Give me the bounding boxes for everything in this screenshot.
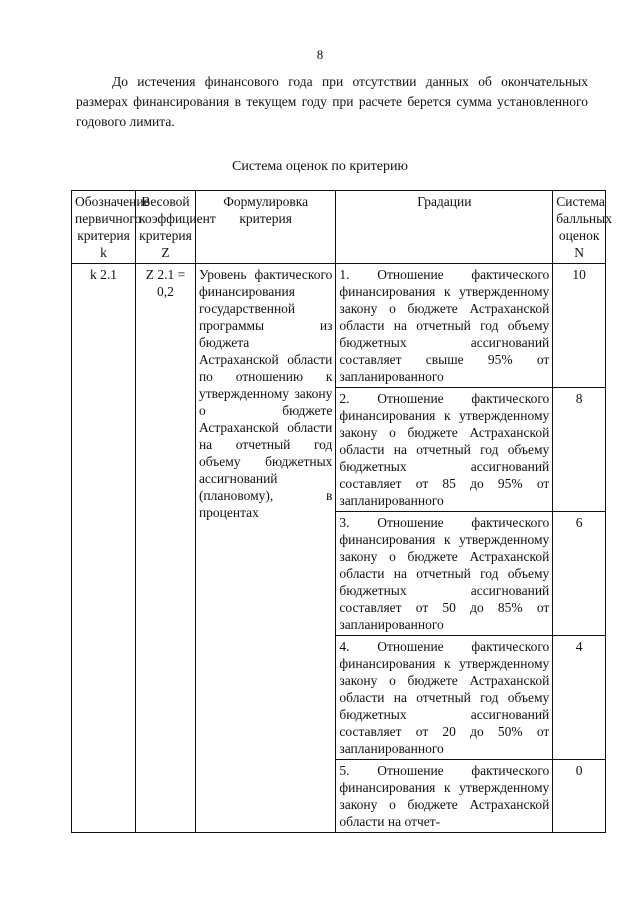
table-row xyxy=(72,264,606,388)
table-title: Система оценок по критерию xyxy=(232,159,408,174)
page-number: 8 xyxy=(316,47,324,62)
gradation-cell: 5. Отношение фактического финансирования к утвержденному закону о бюджете Астраханской области на отчет- xyxy=(336,760,553,833)
score-cell: 6 xyxy=(553,512,606,636)
score-cell: 4 xyxy=(553,636,606,760)
gradation-cell: 2. Отношение фактического финансирования к утвержденному закону о бюджете Астраханской области на отчетный год объему бюджетных ассигнований составляет от 85 до 95% от запланированного xyxy=(336,388,553,512)
score-cell: 8 xyxy=(553,388,606,512)
gradation-cell: 4. Отношение фактического финансирования к утвержденному закону о бюджете Астраханской области на отчетный год объему бюджетных ассигнований составляет от 20 до 50% от запланированного xyxy=(336,636,553,760)
weight-coefficient-cell: Z 2.1 = 0,2 xyxy=(136,264,196,833)
gradation-cell: 1. Отношение фактического финансирования к утвержденному закону о бюджете Астраханской области на отчетный год объему бюджетных ассигнований составляет свыше 95% от запланированного xyxy=(336,264,553,388)
criteria-table xyxy=(71,190,612,833)
criterion-designation-cell: k 2.1 xyxy=(72,264,136,833)
header-weight-coefficient: Весовой коэффициент критерия Z xyxy=(136,191,196,264)
score-cell: 10 xyxy=(553,264,606,388)
header-criterion-designation: Обозначение первичного критерия k xyxy=(72,191,136,264)
intro-paragraph: До истечения финансового года при отсутствии данных об окончательных размерах финансирования в текущем году при расчете берется сумма установленного годового лимита. xyxy=(76,74,588,129)
header-gradations: Градации xyxy=(336,191,553,264)
header-criterion-formulation: Формулировка критерия xyxy=(195,191,335,264)
table-header-row xyxy=(72,191,606,264)
score-cell: 0 xyxy=(553,760,606,833)
gradation-cell: 3. Отношение фактического финансирования к утвержденному закону о бюджете Астраханской области на отчетный год объему бюджетных ассигнований составляет от 50 до 85% от запланированного xyxy=(336,512,553,636)
header-score-system: Система балльных оценок N xyxy=(553,191,606,264)
criterion-formulation-cell: Уровень фактического финансирования государственной программы из бюджета Астраханской области по отношению к утвержденному закону о бюджете Астраханской области на отчетный год объему бюджетных ассигнований (плановому), в процентах xyxy=(195,264,335,833)
